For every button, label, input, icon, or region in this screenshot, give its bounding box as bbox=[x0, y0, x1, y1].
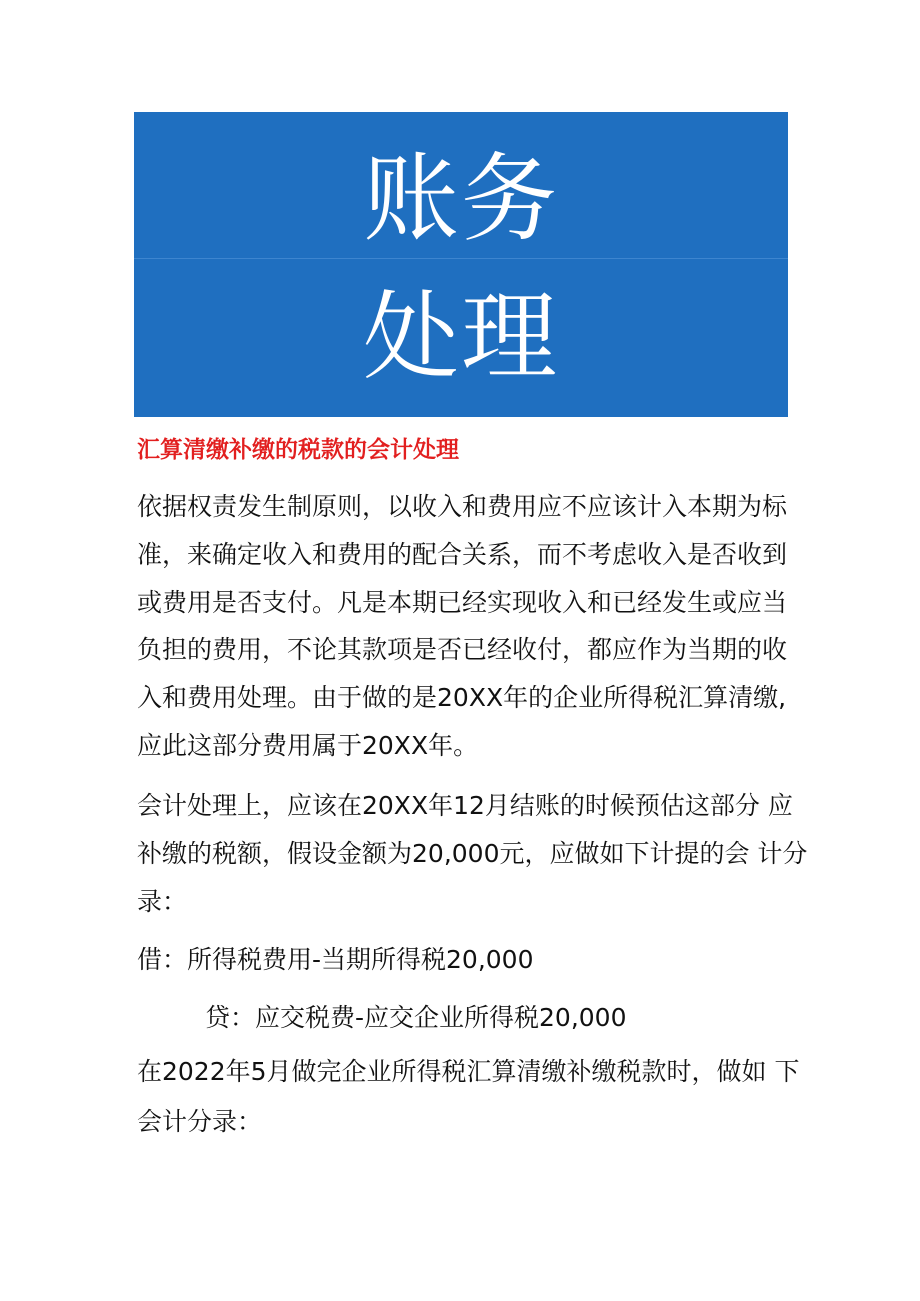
journal-entry-credit: 贷：应交税费-应交企业所得税20,000 bbox=[205, 1003, 627, 1032]
banner-title-line-1: 账务 bbox=[363, 143, 559, 255]
banner-divider bbox=[134, 258, 788, 259]
title-banner bbox=[134, 112, 788, 417]
paragraph-line: 应此这部分费用属于20XX年。 bbox=[137, 731, 479, 760]
banner-title-line-2: 处理 bbox=[363, 281, 559, 393]
section-title: 汇算清缴补缴的税款的会计处理 bbox=[137, 437, 459, 463]
paragraph-line: 在2022年5月做完企业所得税汇算清缴补缴税款时，做如 下 bbox=[137, 1057, 800, 1086]
journal-entry-debit: 借：所得税费用-当期所得税20,000 bbox=[137, 945, 534, 974]
paragraph-line: 会计分录： bbox=[137, 1107, 263, 1136]
paragraph-line: 补缴的税额，假设金额为20,000元，应做如下计提的会 计分 bbox=[137, 839, 808, 868]
paragraph-line: 或费用是否支付。凡是本期已经实现收入和已经发生或应当 bbox=[137, 588, 788, 617]
paragraph-line: 入和费用处理。由于做的是20XX年的企业所得税汇算清缴, bbox=[137, 683, 787, 712]
paragraph-line: 会计处理上，应该在20XX年12月结账的时候预估这部分 应 bbox=[137, 791, 793, 820]
paragraph-line: 负担的费用，不论其款项是否已经收付，都应作为当期的收 bbox=[137, 635, 788, 664]
paragraph-line: 准，来确定收入和费用的配合关系，而不考虑收入是否收到 bbox=[137, 540, 788, 569]
paragraph-line: 依据权责发生制原则，以收入和费用应不应该计入本期为标 bbox=[137, 492, 788, 521]
paragraph-line: 录： bbox=[137, 887, 188, 916]
